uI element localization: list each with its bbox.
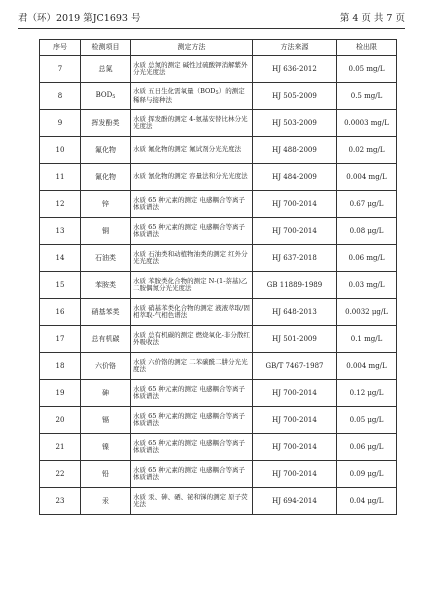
- test-item: 铅: [81, 461, 131, 488]
- table-row: [40, 299, 397, 326]
- test-item: 硝基苯类: [81, 299, 131, 326]
- test-item: 苯胺类: [81, 272, 131, 299]
- detection-limit: 0.09 μg/L: [337, 461, 397, 488]
- test-item: 六价铬: [81, 353, 131, 380]
- test-method: 水质 65 种元素的测定 电感耦合等离子体质谱法: [131, 191, 253, 218]
- row-number: 14: [40, 245, 81, 272]
- method-source: GB/T 7467-1987: [253, 353, 337, 380]
- method-source: HJ 488-2009: [253, 137, 337, 164]
- test-method: 水质 65 种元素的测定 电感耦合等离子体质谱法: [131, 434, 253, 461]
- table-row: [40, 245, 397, 272]
- table-row: [40, 461, 397, 488]
- col-header-item: 检测项目: [81, 40, 131, 56]
- test-item: 镉: [81, 407, 131, 434]
- detection-limit: 0.0003 mg/L: [337, 110, 397, 137]
- detection-limit: 0.08 μg/L: [337, 218, 397, 245]
- method-source: HJ 694-2014: [253, 488, 337, 515]
- detection-limit: 0.004 mg/L: [337, 353, 397, 380]
- method-source: HJ 637-2018: [253, 245, 337, 272]
- test-method-subscript: 5: [215, 89, 219, 96]
- test-method: 水质 硝基苯类化合物的测定 液液萃取/固相萃取-气相色谱法: [131, 299, 253, 326]
- row-number: 21: [40, 434, 81, 461]
- detection-limit: 0.06 μg/L: [337, 434, 397, 461]
- test-item: 氟化物: [81, 137, 131, 164]
- row-number: 18: [40, 353, 81, 380]
- test-item: [81, 83, 131, 110]
- test-method: 水质 氰化物的测定 容量法和分光光度法: [131, 164, 253, 191]
- method-source: HJ 700-2014: [253, 407, 337, 434]
- table-row: [40, 110, 397, 137]
- method-source: HJ 501-2009: [253, 326, 337, 353]
- row-number: 11: [40, 164, 81, 191]
- test-method-post: ）的测定 稀释与接种法: [133, 86, 245, 104]
- test-method: 水质 六价铬的测定 二苯碳酰二肼分光光度法: [131, 353, 253, 380]
- detection-limit: 0.004 mg/L: [337, 164, 397, 191]
- header-rule: [18, 28, 405, 29]
- page-header: [18, 7, 405, 29]
- method-source: GB 11889-1989: [253, 272, 337, 299]
- test-item: 总有机碳: [81, 326, 131, 353]
- detection-limit: 0.06 mg/L: [337, 245, 397, 272]
- row-number: 9: [40, 110, 81, 137]
- test-item: 氰化物: [81, 164, 131, 191]
- detection-limit: 0.05 μg/L: [337, 407, 397, 434]
- detection-limit: 0.12 μg/L: [337, 380, 397, 407]
- table-row: [40, 56, 397, 83]
- test-method: 水质 石油类和动植物油类的测定 红外分光光度法: [131, 245, 253, 272]
- detection-limit: 0.05 mg/L: [337, 56, 397, 83]
- method-source: HJ 503-2009: [253, 110, 337, 137]
- detection-limit: 0.5 mg/L: [337, 83, 397, 110]
- row-number: 19: [40, 380, 81, 407]
- test-item-text: BOD: [95, 91, 113, 100]
- test-method: 水质 总氮的测定 碱性过硫酸钾消解紫外分光光度法: [131, 56, 253, 83]
- test-item: 总氮: [81, 56, 131, 83]
- method-source: HJ 505-2009: [253, 83, 337, 110]
- table-row: [40, 434, 397, 461]
- test-method: 水质 65 种元素的测定 电感耦合等离子体质谱法: [131, 380, 253, 407]
- test-method: 水质 65 种元素的测定 电感耦合等离子体质谱法: [131, 218, 253, 245]
- test-item: 挥发酚类: [81, 110, 131, 137]
- test-item: 镍: [81, 434, 131, 461]
- method-source: HJ 636-2012: [253, 56, 337, 83]
- test-item: 锌: [81, 191, 131, 218]
- report-number: 君（环）2019 第JC1693 号: [18, 13, 141, 24]
- row-number: 7: [40, 56, 81, 83]
- test-method: 水质 总有机碳的测定 燃烧氧化-非分散红外吸收法: [131, 326, 253, 353]
- row-number: 13: [40, 218, 81, 245]
- table-row: [40, 353, 397, 380]
- row-number: 22: [40, 461, 81, 488]
- method-table: [39, 39, 397, 515]
- table-row: [40, 137, 397, 164]
- test-method: 水质 65 种元素的测定 电感耦合等离子体质谱法: [131, 407, 253, 434]
- page-counter: 第 4 页 共 7 页: [339, 13, 405, 24]
- row-number: 15: [40, 272, 81, 299]
- row-number: 17: [40, 326, 81, 353]
- row-number: 20: [40, 407, 81, 434]
- table-row: [40, 218, 397, 245]
- method-source: HJ 700-2014: [253, 434, 337, 461]
- table-row: [40, 191, 397, 218]
- detection-limit: 0.1 mg/L: [337, 326, 397, 353]
- row-number: 10: [40, 137, 81, 164]
- table-row: [40, 272, 397, 299]
- test-method: [131, 83, 253, 110]
- detection-limit: 0.02 mg/L: [337, 137, 397, 164]
- col-header-limit: 检出限: [337, 40, 397, 56]
- row-number: 23: [40, 488, 81, 515]
- test-item: 砷: [81, 380, 131, 407]
- detection-limit: 0.0032 μg/L: [337, 299, 397, 326]
- method-source: HJ 648-2013: [253, 299, 337, 326]
- col-header-source: 方法来源: [253, 40, 337, 56]
- detection-limit: 0.67 μg/L: [337, 191, 397, 218]
- test-method: 水质 65 种元素的测定 电感耦合等离子体质谱法: [131, 461, 253, 488]
- method-source: HJ 700-2014: [253, 191, 337, 218]
- test-item: 铜: [81, 218, 131, 245]
- test-item-subscript: 5: [112, 94, 116, 101]
- row-number: 16: [40, 299, 81, 326]
- method-source: HJ 700-2014: [253, 218, 337, 245]
- test-method: 水质 氟化物的测定 氟试剂分光光度法: [131, 137, 253, 164]
- table-row: [40, 407, 397, 434]
- row-number: 8: [40, 83, 81, 110]
- method-source: HJ 700-2014: [253, 380, 337, 407]
- detection-limit: 0.04 μg/L: [337, 488, 397, 515]
- test-method: 水质 汞、砷、硒、铋和锑的测定 原子荧光法: [131, 488, 253, 515]
- table-row: [40, 83, 397, 110]
- test-method: 水质 挥发酚的测定 4-氨基安替比林分光光度法: [131, 110, 253, 137]
- col-header-method: 测定方法: [131, 40, 253, 56]
- test-item: 石油类: [81, 245, 131, 272]
- row-number: 12: [40, 191, 81, 218]
- test-method: 水质 苯胺类化合物的测定 N-(1-萘基)乙二胺偶氮分光光度法: [131, 272, 253, 299]
- method-source: HJ 700-2014: [253, 461, 337, 488]
- table-header-row: [40, 40, 397, 56]
- table-row: [40, 326, 397, 353]
- table-row: [40, 164, 397, 191]
- detection-limit: 0.03 mg/L: [337, 272, 397, 299]
- col-header-no: 序号: [40, 40, 81, 56]
- table-row: [40, 488, 397, 515]
- table-row: [40, 380, 397, 407]
- test-method-pre: 水质 五日生化需氧量（BOD: [133, 86, 216, 95]
- test-item: 汞: [81, 488, 131, 515]
- method-source: HJ 484-2009: [253, 164, 337, 191]
